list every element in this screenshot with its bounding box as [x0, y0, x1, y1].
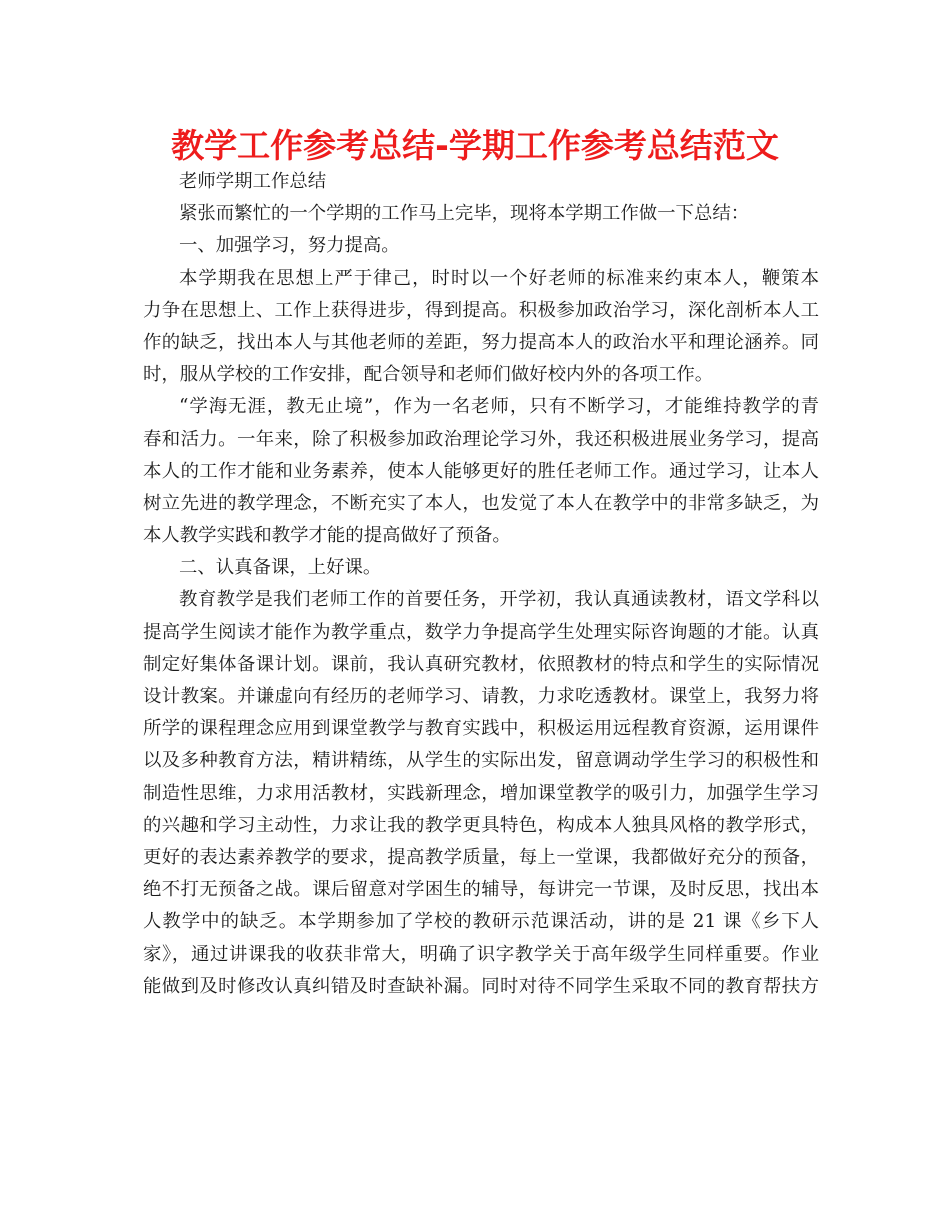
- text-line: 绝不打无预备之战。课后留意对学困生的辅导，每讲完一节课，及时反思，找出本: [143, 879, 819, 901]
- text-line: 力争在思想上、工作上获得进步，得到提高。积极参加政治学习，深化剖析本人工: [143, 299, 819, 321]
- text-line: 树立先进的教学理念，不断充实了本人，也发觉了本人在教学中的非常多缺乏，为: [143, 492, 819, 514]
- text-line: 老师学期工作总结: [179, 171, 327, 192]
- text-line: 本学期我在思想上严于律己，时时以一个好老师的标准来约束本人，鞭策本: [179, 267, 819, 289]
- text-line: 提高学生阅读才能作为教学重点，数学力争提高学生处理实际咨询题的才能。认真: [143, 621, 819, 643]
- document-body: [143, 166, 819, 1003]
- text-line: 家》，通过讲课我的收获非常大，明确了识字教学关于高年级学生同样重要。作业: [143, 943, 819, 965]
- text-line: 的兴趣和学习主动性，力求让我的教学更具特色，构成本人独具风格的教学形式，: [143, 814, 819, 836]
- text-line: 以及多种教育方法，精讲精练，从学生的实际出发，留意调动学生学习的积极性和: [143, 750, 819, 772]
- text-line: 人教学中的缺乏。本学期参加了学校的教研示范课活动，讲的是 21 课《乡下人: [143, 911, 819, 933]
- text-line: “学海无涯，教无止境”，作为一名老师，只有不断学习，才能维持教学的青: [179, 396, 819, 418]
- text-line: 一、加强学习，努力提高。: [179, 235, 400, 257]
- text-line: 紧张而繁忙的一个学期的工作马上完毕，现将本学期工作做一下总结：: [179, 203, 750, 225]
- text-line: 作的缺乏，找出本人与其他老师的差距，努力提高本人的政治水平和理论涵养。同: [143, 331, 819, 353]
- text-line: 本人教学实践和教学才能的提高做好了预备。: [143, 525, 511, 547]
- text-line: 本人的工作才能和业务素养，使本人能够更好的胜任老师工作。通过学习，让本人: [143, 460, 819, 482]
- document-title: 教学工作参考总结-学期工作参考总结范文: [171, 126, 779, 165]
- text-line: 所学的课程理念应用到课堂教学与教育实践中，积极运用远程教育资源，运用课件: [143, 718, 819, 740]
- text-line: 设计教案。并谦虚向有经历的老师学习、请教，力求吃透教材。课堂上，我努力将: [143, 686, 819, 707]
- text-line: 二、认真备课，上好课。: [179, 557, 382, 579]
- text-line: 能做到及时修改认真纠错及时查缺补漏。同时对待不同学生采取不同的教育帮扶方: [143, 975, 819, 997]
- text-line: 教育教学是我们老师工作的首要任务，开学初，我认真通读教材，语文学科以: [179, 589, 819, 611]
- text-line: 春和活力。一年来，除了积极参加政治理论学习外，我还积极进展业务学习，提高: [143, 428, 819, 450]
- text-line: 制定好集体备课计划。课前，我认真研究教材，依照教材的特点和学生的实际情况: [143, 653, 819, 675]
- text-line: 时，服从学校的工作安排，配合领导和老师们做好校内外的各项工作。: [143, 364, 714, 386]
- text-line: 更好的表达素养教学的要求，提高教学质量，每上一堂课，我都做好充分的预备，: [143, 846, 819, 868]
- text-line: 制造性思维，力求用活教材，实践新理念，增加课堂教学的吸引力，加强学生学习: [143, 782, 819, 804]
